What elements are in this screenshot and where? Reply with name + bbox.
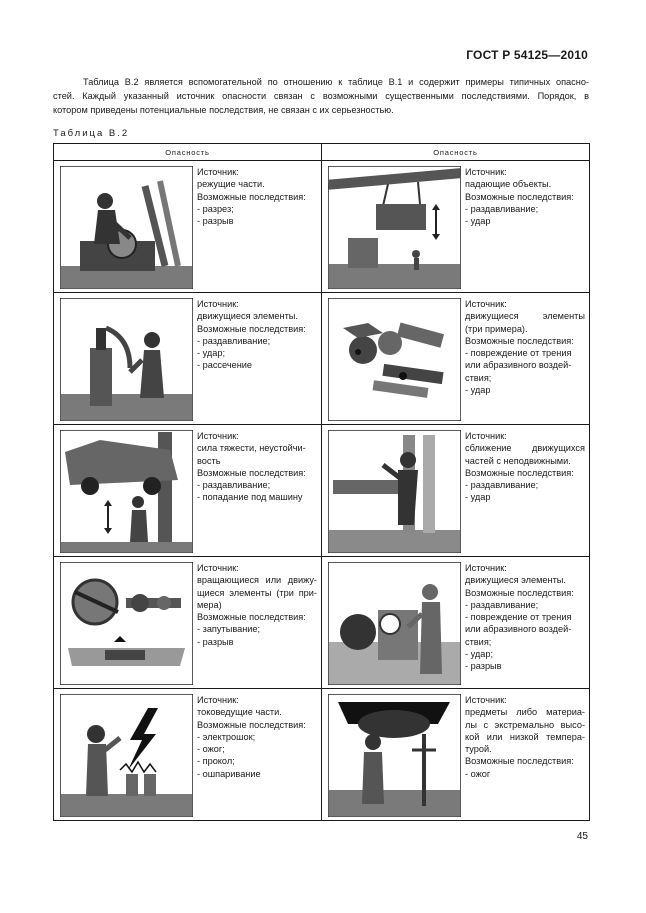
description-line: Источник:	[465, 563, 507, 573]
crushing-press-icon	[328, 430, 461, 553]
description-line: - удар	[465, 385, 491, 396]
rotating-parts-icon	[60, 562, 193, 685]
table-row	[54, 425, 590, 557]
description-line: Возможные последствия:	[197, 612, 306, 623]
page-number: 45	[576, 831, 588, 842]
table-caption: Таблица В.2	[53, 128, 130, 139]
hazard-description	[461, 293, 589, 424]
hazard-cell	[322, 425, 589, 556]
description-line: - разрыв	[197, 216, 234, 227]
hazard-cell	[54, 293, 321, 424]
description-line: - разрыв	[197, 636, 234, 647]
hazard-description	[461, 689, 589, 820]
description-line: мера)	[197, 599, 222, 610]
description-line: или абразивного воздей-	[465, 360, 572, 371]
description-line: предметы либо материа-	[465, 707, 585, 718]
intro-line: котором приведены потенциальные последствия, не связан с их серьезностью.	[53, 105, 394, 116]
description-line: режущие части.	[197, 179, 265, 190]
hazard-cell	[322, 557, 589, 688]
hazard-description	[461, 557, 589, 688]
document-id: ГОСТ Р 54125—2010	[466, 48, 588, 62]
description-line: - попадание под машину	[197, 492, 303, 503]
hazard-cell	[54, 689, 321, 820]
description-line: - повреждение от трения	[465, 612, 572, 623]
description-line: Возможные последствия:	[197, 467, 306, 478]
column-header: Опасность	[322, 144, 590, 161]
description-line: - разрез;	[197, 203, 234, 214]
hazard-description	[193, 425, 321, 556]
description-line: ствия;	[465, 636, 492, 647]
rotating-drum-icon	[328, 562, 461, 685]
description-line: Возможные последствия:	[465, 335, 574, 346]
description-line: Возможные последствия:	[197, 719, 306, 730]
description-line: - прокол;	[197, 756, 235, 767]
car-lift-icon	[60, 430, 193, 553]
table-row	[54, 293, 590, 425]
saw-hazard-icon	[60, 166, 193, 289]
hazard-description	[461, 425, 589, 556]
description-line: Источник:	[465, 695, 507, 705]
falling-objects-icon	[328, 166, 461, 289]
hazard-cell	[54, 557, 321, 688]
description-line: Возможные последствия:	[197, 191, 306, 202]
description-line: Источник:	[465, 431, 507, 441]
description-line: Источник:	[197, 563, 239, 573]
description-line: - удар;	[465, 649, 494, 660]
hot-cold-materials-icon	[328, 694, 461, 817]
description-line: движущиеся элементы.	[197, 311, 298, 322]
description-line: (три примера).	[465, 323, 528, 334]
hazard-cell	[54, 425, 321, 556]
description-line: движущиеся элементы.	[465, 575, 566, 586]
description-line: - запутывание;	[197, 624, 261, 635]
description-line: - удар	[465, 216, 491, 227]
description-line: Источник:	[197, 695, 239, 705]
hazard-description	[461, 161, 589, 292]
table-row	[54, 161, 590, 293]
description-line: Возможные последствия:	[465, 191, 574, 202]
hazard-cell	[322, 689, 589, 820]
hazard-description	[193, 689, 321, 820]
description-line: турой.	[465, 744, 492, 755]
description-line: сила тяжести, неустойчи-	[197, 443, 306, 454]
description-line: частей с неподвижными.	[465, 455, 571, 466]
description-line: Возможные последствия:	[197, 323, 306, 334]
description-line: ствия;	[465, 372, 492, 383]
hazard-description	[193, 293, 321, 424]
description-line: падающие объекты.	[465, 179, 552, 190]
hazard-cell	[322, 161, 589, 292]
intro-line: стей. Каждый указанный источник опасности связан с возможными существенными последствиями. Порядок, в	[53, 91, 589, 102]
description-line: щиеся элементы (три при-	[197, 587, 317, 598]
description-line: Возможные последствия:	[465, 756, 574, 767]
hazard-table	[53, 143, 590, 821]
description-line: - ошпаривание	[197, 768, 261, 779]
description-line: Источник:	[465, 299, 507, 309]
table-row	[54, 689, 590, 821]
description-line: - разрыв	[465, 661, 502, 672]
description-line: Источник:	[197, 431, 239, 441]
description-line: движущиеся элементы	[465, 311, 585, 322]
description-line: или абразивного воздей-	[465, 624, 572, 635]
description-line: Возможные последствия:	[465, 587, 574, 598]
description-line: - повреждение от трения	[465, 348, 572, 359]
table-row	[54, 557, 590, 689]
hazard-cell	[322, 293, 589, 424]
hazard-cell	[54, 161, 321, 292]
description-line: - раздавливание;	[197, 480, 271, 491]
description-line: лы с экстремально высо-	[465, 719, 585, 730]
intro-line: Таблица В.2 является вспомогательной по отношению к таблице В.1 и содержит примеры типичных опасно-	[83, 77, 589, 87]
description-line: - ожог;	[197, 744, 225, 755]
description-line: кой или низкой темпера-	[465, 731, 585, 742]
moving-machine-parts-icon	[60, 298, 193, 421]
description-line: Источник:	[197, 167, 239, 177]
description-line: - электрошок;	[197, 731, 256, 742]
description-line: - раздавливание;	[197, 335, 271, 346]
intro-paragraph	[53, 75, 589, 118]
description-line: вость	[197, 455, 221, 466]
description-line: вращающиеся или движу-	[197, 575, 317, 586]
description-line: Возможные последствия:	[465, 467, 574, 478]
column-header: Опасность	[54, 144, 322, 161]
description-line: сближение движущихся	[465, 443, 585, 454]
description-line: - рассечение	[197, 360, 253, 371]
description-line: - ожог	[465, 768, 491, 779]
gears-rollers-icon	[328, 298, 461, 421]
description-line: - удар	[465, 492, 491, 503]
description-line: Источник:	[197, 299, 239, 309]
electric-shock-icon	[60, 694, 193, 817]
description-line: - раздавливание;	[465, 203, 539, 214]
description-line: - удар;	[197, 348, 226, 359]
description-line: токоведущие части.	[197, 707, 282, 718]
hazard-description	[193, 161, 321, 292]
description-line: - раздавливание;	[465, 480, 539, 491]
hazard-description	[193, 557, 321, 688]
description-line: - раздавливание;	[465, 599, 539, 610]
description-line: Источник:	[465, 167, 507, 177]
